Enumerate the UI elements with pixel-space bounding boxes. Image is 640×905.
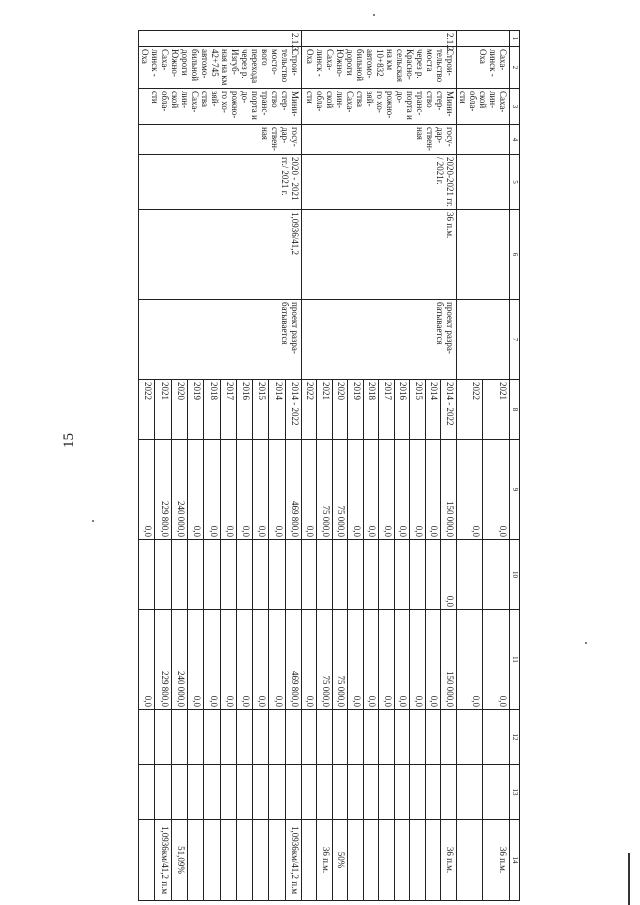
- cell-capacity: 36 п.м.: [302, 210, 457, 300]
- cell-year: 2015: [410, 380, 426, 440]
- cell-project-status: проект разра-батывается: [139, 300, 302, 380]
- cell-customer: Мини-стер-ство транс-порта и до-рожно-го хо-зяй-ства Саха-лин-ской обла-сти: [139, 89, 302, 125]
- cell-value: [236, 710, 252, 765]
- cell-value: [395, 710, 411, 765]
- cell-value: [302, 540, 318, 610]
- cell-year: 2021: [155, 380, 171, 440]
- table-row: [441, 31, 457, 901]
- cell-year: 2022: [302, 380, 318, 440]
- cell-value: [410, 765, 426, 820]
- cell-value: 0,0: [302, 610, 318, 710]
- cell-customer: Саха-лин-ской обла-сти: [457, 89, 510, 125]
- cell-value: [269, 765, 285, 820]
- cell-value: [171, 710, 187, 765]
- cell-value: [379, 540, 395, 610]
- cell-value: [204, 765, 220, 820]
- cell-value: 240 000,0: [171, 610, 187, 710]
- cell-result: 51,09%: [171, 820, 187, 901]
- col-num: 5: [510, 155, 520, 210]
- cell-value: [139, 710, 155, 765]
- cell-value: 0,0: [220, 440, 236, 540]
- cell-year: 2019: [187, 380, 203, 440]
- cell-value: [317, 765, 333, 820]
- cell-value: 0,0: [441, 540, 457, 610]
- cell-value: [236, 765, 252, 820]
- cell-result: [426, 820, 442, 901]
- table-row: [483, 31, 510, 901]
- cell-result: [410, 820, 426, 901]
- cell-value: [253, 540, 269, 610]
- cell-value: [302, 765, 318, 820]
- cell-result: 1,0936км/41,2 п.м: [155, 820, 171, 901]
- cell-value: 0,0: [379, 610, 395, 710]
- cell-value: [302, 710, 318, 765]
- cell-year: 2017: [379, 380, 395, 440]
- cell-value: [379, 710, 395, 765]
- cell-value: [187, 765, 203, 820]
- cell-empty: [457, 125, 510, 155]
- cell-value: 0,0: [220, 610, 236, 710]
- cell-year: 2016: [395, 380, 411, 440]
- cell-value: [285, 540, 301, 610]
- cell-value: 0,0: [364, 610, 380, 710]
- cell-capacity: 1,0936/41,2: [139, 210, 302, 300]
- cell-value: 0,0: [204, 440, 220, 540]
- cell-value: [426, 765, 442, 820]
- cell-value: [410, 710, 426, 765]
- cell-value: 0,0: [139, 440, 155, 540]
- col-num: 13: [510, 765, 520, 820]
- cell-result: 50%: [333, 820, 349, 901]
- cell-value: [155, 540, 171, 610]
- cell-value: 0,0: [302, 440, 318, 540]
- cell-empty: [457, 155, 510, 210]
- cell-ownership: госу-дар-ствен-ная: [139, 125, 302, 155]
- cell-result: 1,0936км/41,2 п.м: [285, 820, 301, 901]
- cell-value: 0,0: [253, 610, 269, 710]
- cell-value: [220, 765, 236, 820]
- cell-item-number: 2.1.3.: [139, 31, 302, 47]
- cell-result: [364, 820, 380, 901]
- scan-speck: [373, 14, 375, 16]
- col-num: 11: [510, 610, 520, 710]
- cell-result: [269, 820, 285, 901]
- cell-project-status: проект разра-батывается: [302, 300, 457, 380]
- cell-object: Саха-линск - Оха: [457, 47, 510, 89]
- cell-value: [364, 540, 380, 610]
- cell-value: [155, 710, 171, 765]
- cell-value: [285, 765, 301, 820]
- page-number: 15: [61, 433, 77, 448]
- cell-value: [317, 710, 333, 765]
- cell-value: [426, 710, 442, 765]
- cell-year: 2014 - 2022: [285, 380, 301, 440]
- cell-value: [348, 765, 364, 820]
- cell-value: [333, 710, 349, 765]
- cell-value: [395, 540, 411, 610]
- cell-value: [220, 710, 236, 765]
- cell-value: [139, 765, 155, 820]
- cell-value: [317, 540, 333, 610]
- cell-result: [379, 820, 395, 901]
- cell-year: 2015: [253, 380, 269, 440]
- cell-empty: [457, 300, 510, 380]
- cell-empty: [457, 31, 510, 47]
- cell-value: 0,0: [269, 610, 285, 710]
- cell-value: [333, 765, 349, 820]
- scan-speck: [585, 642, 587, 644]
- col-num: 7: [510, 300, 520, 380]
- cell-value: [204, 710, 220, 765]
- col-num: 10: [510, 540, 520, 610]
- cell-value: [457, 765, 484, 820]
- cell-value: 229 800,0: [155, 610, 171, 710]
- cell-value: [253, 710, 269, 765]
- cell-result: [253, 820, 269, 901]
- rotated-table-wrapper: [95, 30, 520, 900]
- cell-value: [395, 765, 411, 820]
- program-table: [138, 30, 520, 901]
- cell-value: 0,0: [395, 440, 411, 540]
- cell-value: 75 000,0: [317, 440, 333, 540]
- cell-value: [171, 540, 187, 610]
- cell-value: [236, 540, 252, 610]
- cell-year: 2018: [364, 380, 380, 440]
- cell-result: [220, 820, 236, 901]
- cell-value: [441, 765, 457, 820]
- cell-result: [187, 820, 203, 901]
- cell-value: [379, 765, 395, 820]
- cell-value: 0,0: [426, 610, 442, 710]
- cell-value: 0,0: [457, 610, 484, 710]
- cell-value: [269, 710, 285, 765]
- col-num: 14: [510, 820, 520, 901]
- cell-year: 2022: [457, 380, 484, 440]
- cell-object: Строи-тельство моста через р. Красно-сельская на км 10+832 автомо-бильной дороги Южно-Саха-линск - Оха: [302, 47, 457, 89]
- cell-year: 2020: [333, 380, 349, 440]
- cell-year: 2014: [269, 380, 285, 440]
- cell-value: 0,0: [457, 440, 484, 540]
- cell-value: 0,0: [483, 610, 510, 710]
- cell-result: 36 п.м.: [317, 820, 333, 901]
- cell-value: [457, 540, 484, 610]
- cell-value: [426, 540, 442, 610]
- cell-period: 2020-2021 гг. / 2021г.: [302, 155, 457, 210]
- cell-year: 2020: [171, 380, 187, 440]
- cell-result: [348, 820, 364, 901]
- cell-value: [253, 765, 269, 820]
- cell-value: 0,0: [483, 440, 510, 540]
- scan-speck: [92, 520, 94, 522]
- cell-value: [364, 710, 380, 765]
- cell-result: [236, 820, 252, 901]
- col-num: 3: [510, 89, 520, 125]
- cell-value: 150 000,0: [441, 440, 457, 540]
- cell-result: 36 п.м.: [441, 820, 457, 901]
- cell-result: [204, 820, 220, 901]
- cell-empty: [457, 210, 510, 300]
- cell-value: [364, 765, 380, 820]
- cell-value: 469 800,0: [285, 440, 301, 540]
- cell-value: 0,0: [410, 440, 426, 540]
- cell-item-number: 2.1.2.: [302, 31, 457, 47]
- cell-year: 2014 - 2022: [441, 380, 457, 440]
- cell-year: 2016: [236, 380, 252, 440]
- cell-value: 0,0: [269, 440, 285, 540]
- table-row: [285, 31, 301, 901]
- cell-value: 0,0: [364, 440, 380, 540]
- column-number-row: [510, 31, 520, 901]
- cell-year: 2018: [204, 380, 220, 440]
- cell-value: 0,0: [348, 440, 364, 540]
- cell-value: [410, 540, 426, 610]
- cell-value: [457, 710, 484, 765]
- col-num: 4: [510, 125, 520, 155]
- cell-value: 0,0: [395, 610, 411, 710]
- col-num: 9: [510, 440, 520, 540]
- cell-year: 2014: [426, 380, 442, 440]
- cell-value: 0,0: [236, 610, 252, 710]
- cell-ownership: госу-дар-ствен-ная: [302, 125, 457, 155]
- cell-value: 0,0: [410, 610, 426, 710]
- col-num: 2: [510, 47, 520, 89]
- cell-value: 0,0: [187, 610, 203, 710]
- cell-year: 2022: [139, 380, 155, 440]
- cell-result: [139, 820, 155, 901]
- cell-value: 0,0: [236, 440, 252, 540]
- cell-object: Строи-тельство мосто-вого перехода через р. Изгуб-ная на км 42+745 автомо-бильной дороги Южно-Саха-линск - Оха: [139, 47, 302, 89]
- cell-value: [285, 710, 301, 765]
- cell-value: [204, 540, 220, 610]
- cell-year: 2021: [317, 380, 333, 440]
- cell-value: 150 000,0: [441, 610, 457, 710]
- cell-value: [483, 765, 510, 820]
- cell-period: 2020 - 2021 гг./ 2021 г.: [139, 155, 302, 210]
- cell-value: [187, 540, 203, 610]
- col-num: 1: [510, 31, 520, 47]
- cell-value: 0,0: [253, 440, 269, 540]
- col-num: 6: [510, 210, 520, 300]
- cell-year: 2019: [348, 380, 364, 440]
- cell-value: 75 000,0: [333, 610, 349, 710]
- cell-value: [220, 540, 236, 610]
- cell-value: [348, 710, 364, 765]
- cell-value: 75 000,0: [333, 440, 349, 540]
- cell-year: 2017: [220, 380, 236, 440]
- cell-value: [269, 540, 285, 610]
- cell-value: 0,0: [187, 440, 203, 540]
- col-num: 8: [510, 380, 520, 440]
- cell-result: 36 п.м.: [483, 820, 510, 901]
- cell-value: 229 800,0: [155, 440, 171, 540]
- cell-value: 0,0: [204, 610, 220, 710]
- cell-value: 0,0: [426, 440, 442, 540]
- cell-result: [457, 820, 484, 901]
- cell-result: [302, 820, 318, 901]
- cell-value: [187, 710, 203, 765]
- cell-value: [333, 540, 349, 610]
- cell-value: 469 800,0: [285, 610, 301, 710]
- col-num: 12: [510, 710, 520, 765]
- cell-value: [483, 710, 510, 765]
- cell-value: [483, 540, 510, 610]
- cell-value: [139, 540, 155, 610]
- cell-value: [155, 765, 171, 820]
- cell-result: [395, 820, 411, 901]
- cell-value: [348, 540, 364, 610]
- scan-edge-line: [628, 853, 630, 905]
- cell-value: 0,0: [379, 440, 395, 540]
- cell-value: [171, 765, 187, 820]
- cell-customer: Мини-стер-ство транс-порта и до-рожно-го хо-зяй-ства Саха-лин-ской обла-сти: [302, 89, 457, 125]
- cell-year: 2021: [483, 380, 510, 440]
- cell-value: 0,0: [348, 610, 364, 710]
- cell-value: 240 000,0: [171, 440, 187, 540]
- cell-value: [441, 710, 457, 765]
- cell-value: 0,0: [139, 610, 155, 710]
- cell-value: 75 000,0: [317, 610, 333, 710]
